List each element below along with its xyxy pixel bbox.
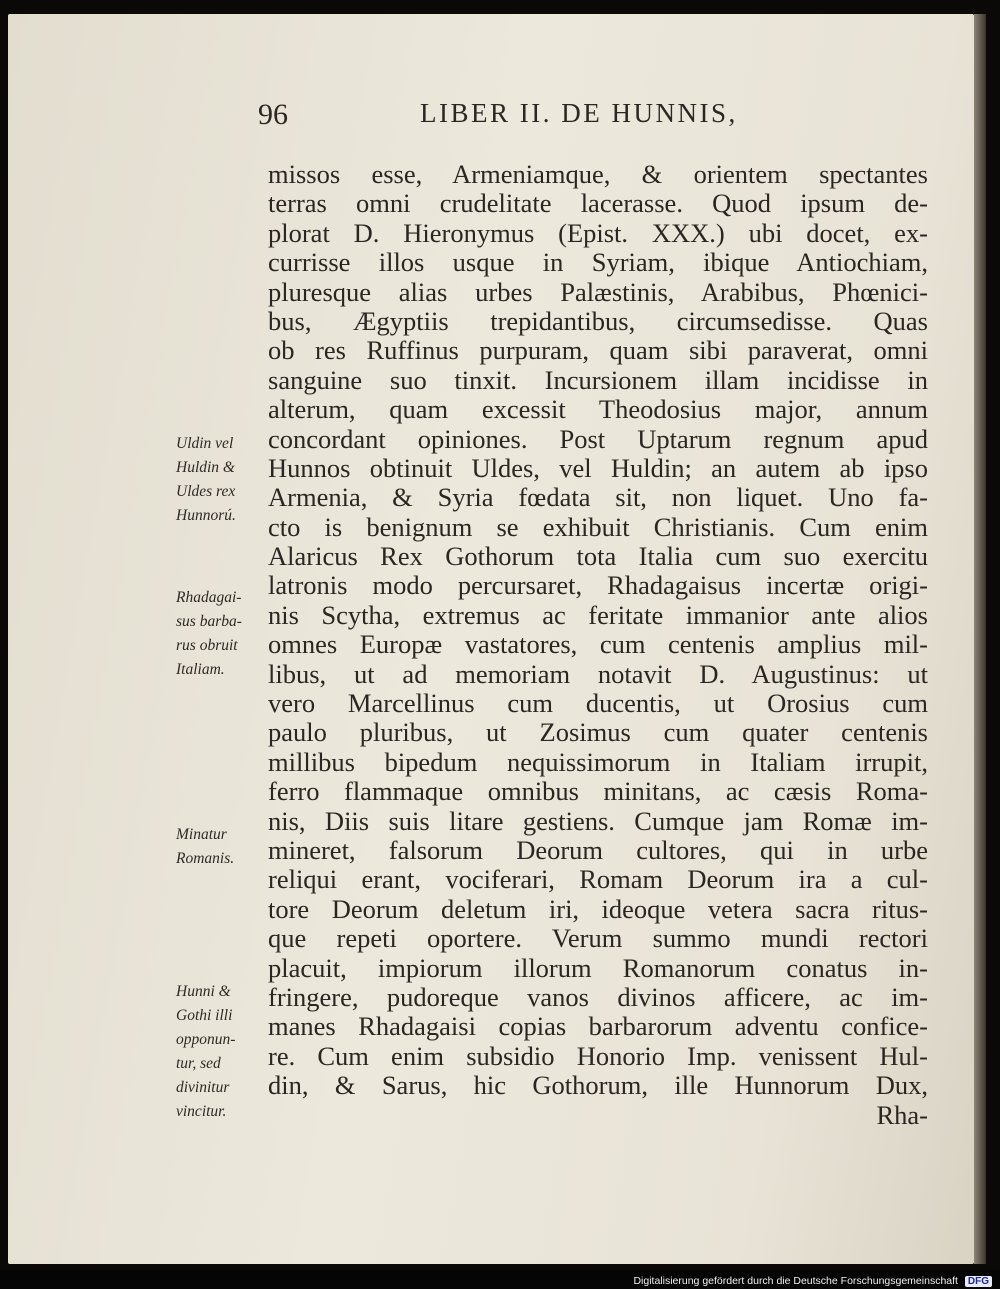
text-line: bus, Ægyptiis trepidantibus, circumsedisse. Quas bbox=[268, 305, 928, 336]
margin-note-line: divinitur bbox=[176, 1079, 230, 1096]
text-line: millibus bipedum nequissimorum in Italiam irrupit, bbox=[268, 746, 928, 777]
text-line: libus, ut ad memoriam notavit D. Augustinus: ut bbox=[268, 658, 928, 689]
digitization-credit bbox=[633, 1275, 992, 1287]
text-line: paulo pluribus, ut Zosimus cum quater centenis bbox=[268, 717, 928, 748]
margin-note-line: vincitur. bbox=[176, 1103, 227, 1120]
margin-note-line: tur, sed bbox=[176, 1055, 221, 1072]
margin-note-line: Italiam. bbox=[176, 661, 225, 678]
text-line: reliqui erant, vociferari, Romam Deorum ira a cul- bbox=[268, 864, 928, 895]
margin-note-line: Uldin vel bbox=[176, 435, 234, 452]
text-line: plorat D. Hieronymus (Epist. XXX.) ubi docet, ex- bbox=[268, 217, 928, 248]
dfg-logo: DFG bbox=[965, 1276, 992, 1287]
margin-note-hunni bbox=[176, 980, 268, 1124]
text-line: nis, Diis suis litare gestiens. Cumque jam Romæ im- bbox=[268, 805, 928, 836]
margin-note-line: Uldes rex bbox=[176, 483, 236, 500]
page-header bbox=[0, 92, 1000, 136]
text-line: que repeti oportere. Verum summo mundi rectori bbox=[268, 923, 928, 954]
margin-note-line: Rhadagai- bbox=[176, 589, 242, 606]
margin-note-minatur bbox=[176, 823, 268, 871]
text-line: mineret, falsorum Deorum cultores, qui in urbe bbox=[268, 834, 928, 865]
text-line: omnes Europæ vastatores, cum centenis amplius mil- bbox=[268, 629, 928, 660]
running-title: LIBER II. DE HUNNIS, bbox=[420, 98, 738, 128]
text-line: Rha- bbox=[876, 1099, 928, 1130]
margin-note-line: opponun- bbox=[176, 1031, 236, 1048]
text-line: ob res Ruffinus purpuram, quam sibi paraverat, omni bbox=[268, 335, 928, 366]
margin-note-line: Hunnorú. bbox=[176, 507, 236, 524]
margin-note-line: rus obruit bbox=[176, 637, 238, 654]
text-line: manes Rhadagaisi copias barbarorum adventu confice- bbox=[268, 1011, 928, 1042]
text-line: terras omni crudelitate lacerasse. Quod ipsum de- bbox=[268, 188, 928, 219]
margin-note-line: Hunni & bbox=[176, 983, 231, 1000]
page-edge bbox=[974, 14, 986, 1264]
text-line: cto is benignum se exhibuit Christianis. Cum enim bbox=[268, 511, 928, 542]
text-line: pluresque alias urbes Palæstinis, Arabibus, Phœnici- bbox=[268, 276, 928, 307]
text-line: placuit, impiorum illorum Romanorum conatus in- bbox=[268, 952, 928, 983]
text-line: currisse illos usque in Syriam, ibique Antiochiam, bbox=[268, 247, 928, 278]
margin-note-line: Gothi illi bbox=[176, 1007, 233, 1024]
text-line: tore Deorum deletum iri, ideoque vetera sacra ritus- bbox=[268, 893, 928, 924]
text-line: vero Marcellinus cum ducentis, ut Orosius cum bbox=[268, 688, 928, 719]
text-line: re. Cum enim subsidio Honorio Imp. venissent Hul- bbox=[268, 1040, 928, 1071]
text-line: concordant opiniones. Post Uptarum regnum apud bbox=[268, 423, 928, 454]
margin-note-line: Huldin & bbox=[176, 459, 235, 476]
text-line: Hunnos obtinuit Uldes, vel Huldin; an autem ab ipso bbox=[268, 452, 928, 483]
credit-text: Digitalisierung gefördert durch die Deutsche Forschungsgemeinschaft bbox=[633, 1275, 958, 1287]
text-line: sanguine suo tinxit. Incursionem illam incidisse in bbox=[268, 364, 928, 395]
text-line: fringere, pudoreque vanos divinos afficere, ac im- bbox=[268, 981, 928, 1012]
text-line: din, & Sarus, hic Gothorum, ille Hunnorum Dux, bbox=[268, 1070, 928, 1101]
text-line: Alaricus Rex Gothorum tota Italia cum suo exercitu bbox=[268, 541, 928, 572]
text-line: alterum, quam excessit Theodosius major, annum bbox=[268, 394, 928, 425]
page-number: 96 bbox=[258, 98, 288, 131]
margin-note-line: Romanis. bbox=[176, 850, 235, 867]
margin-note-uldin bbox=[176, 432, 268, 528]
body-text bbox=[268, 160, 928, 1130]
text-line: missos esse, Armeniamque, & orientem spectantes bbox=[268, 159, 928, 189]
text-line: Armenia, & Syria fœdata sit, non liquet. Uno fa- bbox=[268, 482, 928, 513]
margin-note-rhadagaisus bbox=[176, 586, 268, 682]
margin-note-line: Minatur bbox=[176, 826, 227, 843]
text-line: ferro flammaque omnibus minitans, ac cæsis Roma- bbox=[268, 776, 928, 807]
text-line: nis Scytha, extremus ac feritate immanior ante alios bbox=[268, 599, 928, 630]
text-line: latronis modo percursaret, Rhadagaisus incertæ origi- bbox=[268, 570, 928, 601]
margin-note-line: sus barba- bbox=[176, 613, 242, 630]
